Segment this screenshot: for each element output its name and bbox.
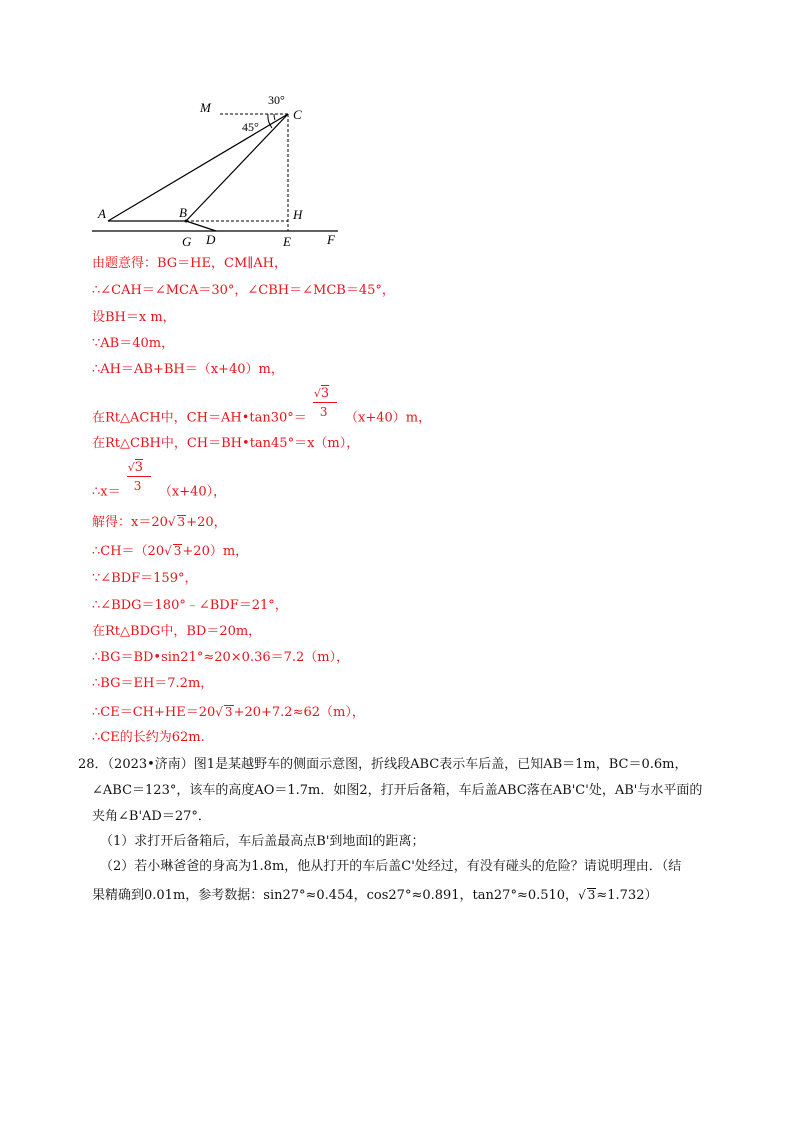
solution-line-15: ∴BG＝EH＝7.2m， bbox=[92, 676, 214, 691]
solution-text: （x+40）m， bbox=[345, 410, 432, 426]
sqrt3: 3 bbox=[177, 515, 186, 529]
label-f: F bbox=[327, 232, 335, 247]
solution-line-16: ∴CE＝CH+HE＝20√ 3+20+7.2≈62（m）， bbox=[92, 705, 365, 720]
solution-line-11: ∵∠BDF＝159°， bbox=[92, 571, 198, 586]
solution-text: 在Rt△ACH中，CH＝AH•tan30°＝ bbox=[92, 410, 307, 426]
label-g: G bbox=[182, 234, 192, 249]
label-b: B bbox=[179, 205, 187, 220]
label-angle45: 45° bbox=[242, 120, 259, 134]
problem-line-1: 28．（2023•济南）图1是某越野车的侧面示意图，折线段ABC表示车后盖，已知AB＝1m，BC＝0.6m， bbox=[78, 757, 688, 772]
solution-text: ∴x＝ bbox=[92, 484, 121, 500]
solution-line-4: ∵AB＝40m， bbox=[92, 336, 175, 351]
solution-line-2: ∴∠CAH＝∠MCA＝30°，∠CBH＝∠MCB＝45°， bbox=[92, 283, 395, 298]
angle-arc-30 bbox=[274, 114, 275, 120]
label-d: D bbox=[206, 232, 216, 247]
solution-line-7: 在Rt△CBH中，CH＝BH•tan45°＝x（m）， bbox=[92, 436, 360, 451]
solution-line-12: ∴∠BDG＝180°﹣∠BDF＝21°， bbox=[92, 598, 288, 613]
segment-ac bbox=[108, 114, 288, 221]
solution-line-6 bbox=[92, 386, 432, 429]
label-a: A bbox=[98, 206, 106, 221]
solution-line-9: 解得：x＝20√ 3+20， bbox=[92, 515, 227, 530]
segment-bd bbox=[186, 221, 216, 231]
problem-line-2: ∠ABC＝123°，该车的高度AO＝1.7m．如图2，打开后备箱，车后盖ABC落在AB'C'处，AB'与水平面的 bbox=[92, 783, 703, 798]
question-2-continued: 果精确到0.01m，参考数据：sin27°≈0.454，cos27°≈0.891，tan27°≈0.510，√ 3≈1.732） bbox=[92, 888, 658, 903]
geometry-figure bbox=[80, 88, 350, 250]
label-h: H bbox=[293, 207, 303, 222]
solution-line-14: ∴BG＝BD•sin21°≈20×0.36＝7.2（m）， bbox=[92, 650, 350, 665]
solution-line-1: 由题意得：BG＝HE，CM∥AH， bbox=[92, 256, 287, 271]
sqrt3: 3 bbox=[173, 544, 182, 558]
fraction-sqrt3-over-3: $\frac{√3}{3}$ bbox=[311, 408, 341, 428]
solution-text: （x+40）， bbox=[158, 484, 227, 500]
solution-line-17: ∴CE的长约为62m. bbox=[92, 730, 205, 745]
label-c: C bbox=[293, 107, 302, 122]
sqrt3: 3 bbox=[224, 705, 233, 719]
segment-bc bbox=[186, 114, 288, 221]
fraction-sqrt3-over-3: $\frac{√3}{3}$ bbox=[125, 482, 155, 502]
label-m: M bbox=[200, 100, 211, 115]
solution-line-13: 在Rt△BDG中，BD＝20m， bbox=[92, 624, 262, 639]
solution-line-3: 设BH＝x m， bbox=[92, 310, 176, 325]
question-2: （2）若小琳爸爸的身高为1.8m，他从打开的车后盖C'处经过，有没有碰头的危险？请说明理由．（结 bbox=[100, 859, 682, 874]
label-e: E bbox=[283, 234, 291, 249]
solution-line-5: ∴AH＝AB+BH＝（x+40）m， bbox=[92, 362, 284, 377]
solution-line-8 bbox=[92, 460, 227, 503]
sqrt3: 3 bbox=[587, 888, 596, 902]
problem-line-3: 夹角∠B'AD＝27°． bbox=[92, 809, 211, 824]
question-1: （1）求打开后备箱后，车后盖最高点B'到地面l的距离； bbox=[100, 834, 425, 849]
label-angle30: 30° bbox=[268, 93, 285, 107]
solution-line-10: ∴CH＝（20√ 3+20）m， bbox=[92, 544, 249, 559]
